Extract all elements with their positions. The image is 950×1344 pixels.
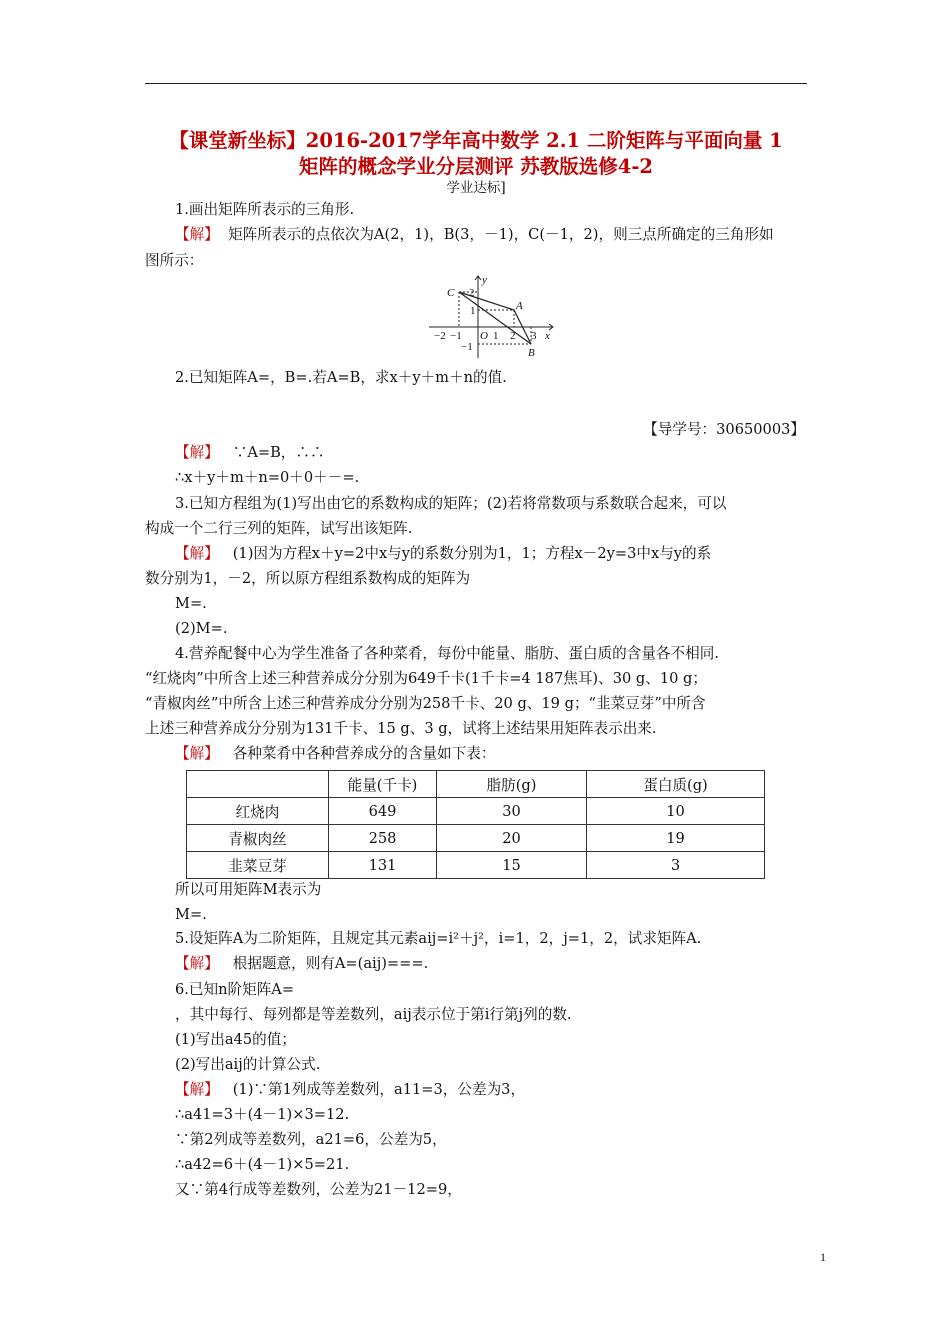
question-3-line-2: 构成一个二行三列的矩阵，试写出该矩阵. — [145, 520, 413, 537]
question-4-line-4: 上述三种营养成分分别为131千卡、15 g、3 g，试将上述结果用矩阵表示出来. — [145, 720, 657, 737]
table-cell: 258 — [329, 825, 437, 852]
table-cell: 20 — [437, 825, 587, 852]
table-cell: 青椒肉丝 — [187, 825, 329, 852]
question-2: 2.已知矩阵A=，B=.若A=B，求x＋y＋m＋n的值. — [175, 369, 507, 386]
answer-2-line-1 — [175, 443, 325, 463]
answer-2-line-2: ∴x＋y＋m＋n=0＋0＋－=. — [175, 469, 360, 486]
question-6-line-2: ，其中每行、每列都是等差数列，aij表示位于第i行第j列的数. — [175, 1006, 572, 1023]
answer-1-line-2: 图所示： — [145, 252, 204, 269]
solution-tag: 【解】 — [175, 745, 219, 762]
table-cell: 649 — [329, 798, 437, 825]
question-1: 1.画出矩阵所表示的三角形. — [175, 201, 355, 218]
answer-6-line-2: ∴a41=3＋(4－1)×3=12. — [175, 1106, 350, 1123]
answer-3-line-4: (2)M=. — [175, 620, 228, 637]
solution-tag: 【解】 — [175, 545, 219, 562]
answer-6-line-1 — [175, 1080, 525, 1100]
question-4-line-2: “红烧肉”中所含上述三种营养成分分别为649千卡(1千卡=4 187焦耳)、30 g、10 g； — [145, 670, 707, 687]
header-rule — [145, 83, 807, 84]
solution-tag: 【解】 — [175, 955, 219, 972]
answer-5 — [175, 954, 428, 974]
answer-4-text: 各种菜肴中各种营养成分的含量如下表： — [232, 745, 496, 762]
table-cell: 19 — [587, 825, 765, 852]
table-header-row — [187, 771, 765, 798]
table-cell: 15 — [437, 852, 587, 879]
table-cell: 30 — [437, 798, 587, 825]
answer-4-line-3: M=. — [175, 906, 207, 923]
section-tag: 学业达标] — [446, 180, 506, 196]
answer-3-text: (1)因为方程x＋y=2中x与y的系数分别为1，1；方程x－2y=3中x与y的系 — [232, 545, 712, 562]
tick-x-1: 1 — [493, 330, 499, 342]
question-4-line-1: 4.营养配餐中心为学生准备了各种菜肴，每份中能量、脂肪、蛋白质的含量各不相同. — [175, 645, 719, 662]
label-y: y — [482, 274, 487, 286]
label-b: B — [528, 347, 535, 359]
answer-2-text: ∵A=B，∴∴ — [232, 444, 325, 461]
page-number: 1 — [820, 1250, 826, 1264]
answer-1-text: 矩阵所表示的点依次为A(2，1)，B(3，－1)，C(－1，2)，则三点所确定的三角形如 — [228, 226, 774, 243]
answer-5-text: 根据题意，则有A=(aij)===. — [232, 955, 429, 972]
tick-x-neg1: −1 — [450, 330, 462, 342]
question-4-line-3: “青椒肉丝”中所含上述三种营养成分分别为258千卡、20 g、19 g；“韭菜豆芽”中所含 — [145, 695, 706, 712]
question-6-line-4: (2)写出aij的计算公式. — [175, 1056, 321, 1073]
answer-6-text: (1)∵第1列成等差数列，a11=3，公差为3， — [232, 1081, 526, 1098]
triangle-graph — [425, 272, 560, 362]
reference-number: 【导学号：30650003】 — [643, 421, 805, 438]
solution-tag: 【解】 — [175, 1081, 219, 1098]
title-line-1: 【课堂新坐标】2016-2017学年高中数学 2.1 二阶矩阵与平面向量 1 — [169, 129, 783, 152]
table-cell: 3 — [587, 852, 765, 879]
answer-3-line-3: M=. — [175, 595, 207, 612]
table-cell: 韭菜豆芽 — [187, 852, 329, 879]
label-c: C — [447, 287, 455, 299]
answer-4-line-2: 所以可用矩阵M表示为 — [175, 881, 322, 898]
tick-x-2: 2 — [510, 330, 516, 342]
table-cell: 131 — [329, 852, 437, 879]
answer-4-line-1 — [175, 744, 495, 764]
tick-x-neg2: −2 — [434, 330, 446, 342]
question-6-line-1: 6.已知n阶矩阵A= — [175, 981, 295, 998]
nutrition-table — [186, 770, 765, 879]
question-6-line-3: (1)写出a45的值； — [175, 1031, 296, 1048]
answer-6-line-4: ∴a42=6＋(4－1)×5=21. — [175, 1156, 350, 1173]
tick-y-2: 2 — [469, 287, 475, 299]
table-header-cell: 脂肪(g) — [437, 771, 587, 798]
answer-6-line-5: 又∵第4行成等差数列，公差为21－12=9， — [175, 1181, 462, 1198]
table-header-cell — [187, 771, 329, 798]
title-line-2: 矩阵的概念学业分层测评 苏教版选修4-2 — [298, 155, 654, 178]
question-3-line-1: 3.已知方程组为(1)写出由它的系数构成的矩阵；(2)若将常数项与系数联合起来，可以 — [175, 495, 727, 512]
solution-tag: 【解】 — [175, 226, 219, 243]
answer-3-line-2: 数分别为1，－2，所以原方程组系数构成的矩阵为 — [145, 570, 471, 587]
label-x: x — [545, 330, 550, 342]
label-origin: O — [480, 330, 488, 342]
table-row — [187, 825, 765, 852]
table-row — [187, 798, 765, 825]
table-row — [187, 852, 765, 879]
table-header-cell: 蛋白质(g) — [587, 771, 765, 798]
tick-y-1: 1 — [470, 305, 476, 317]
solution-tag: 【解】 — [175, 444, 219, 461]
answer-3-line-1 — [175, 544, 711, 564]
table-cell: 红烧肉 — [187, 798, 329, 825]
table-cell: 10 — [587, 798, 765, 825]
answer-6-line-3: ∵第2列成等差数列，a21=6，公差为5， — [175, 1131, 447, 1148]
question-5: 5.设矩阵A为二阶矩阵，且规定其元素aij=i²＋j²，i=1，2，j=1，2，试求矩阵A. — [175, 930, 702, 947]
tick-y-neg1: −1 — [461, 341, 473, 353]
tick-x-3: 3 — [531, 330, 537, 342]
answer-1-line-1 — [175, 225, 774, 245]
table-header-cell: 能量(千卡) — [329, 771, 437, 798]
label-a: A — [516, 300, 523, 312]
